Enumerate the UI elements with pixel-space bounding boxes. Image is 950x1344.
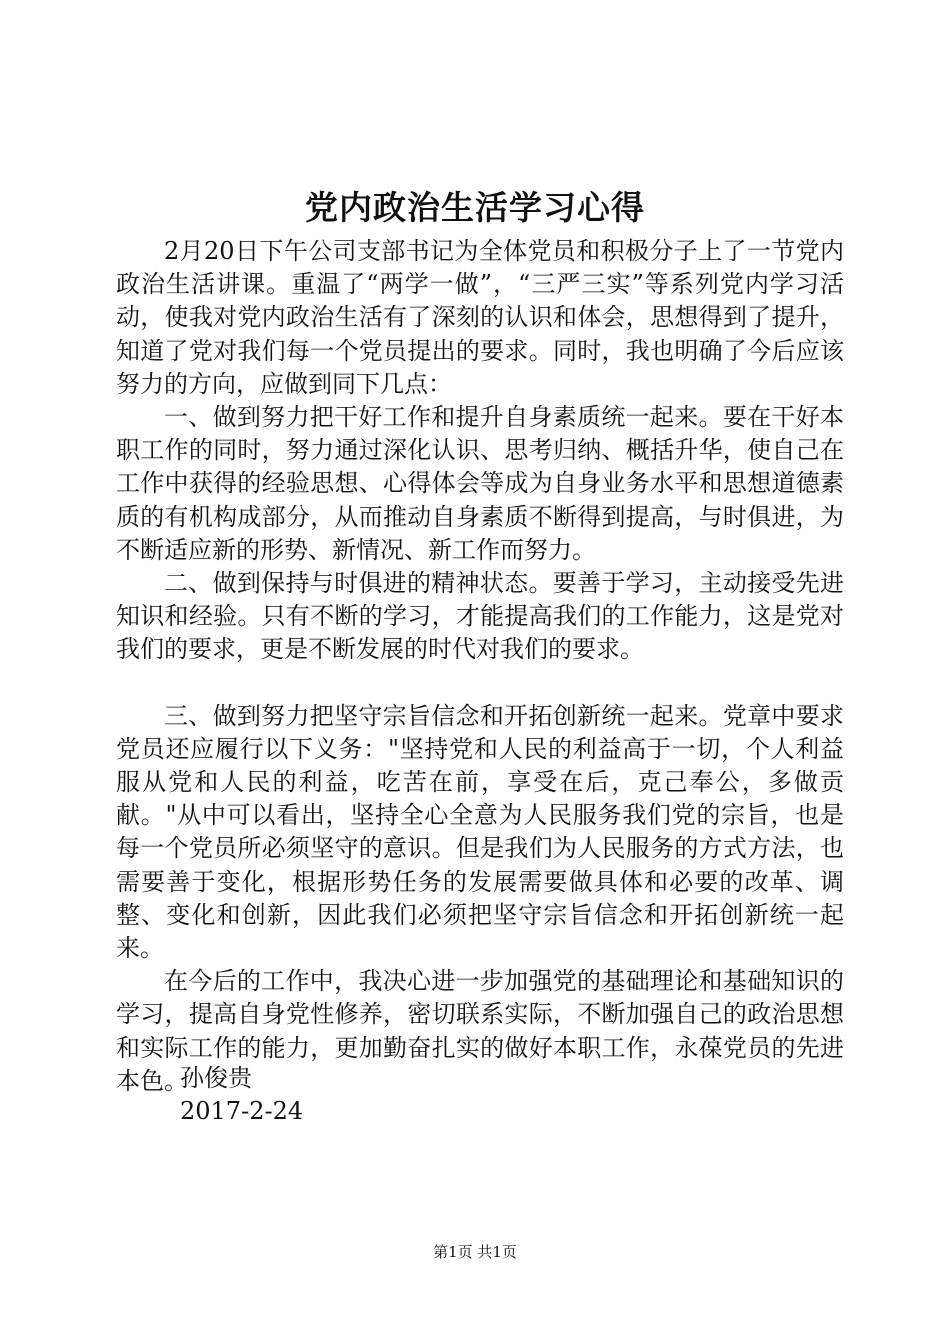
paragraph-intro: 2月20日下午公司支部书记为全体党员和积极分子上了一节党内政治生活讲课。重温了“两学一做”，“三严三实”等系列党内学习活动，使我对党内政治生活有了深刻的认识和体会，思想得到了提升，知道了党对我们每一个党员提出的要求。同时，我也明确了今后应该努力的方向，应做到同下几点： [116, 237, 844, 398]
signature-date: 2017-2-24 [180, 1097, 304, 1125]
paragraph-point-two: 二、做到保持与时俱进的精神状态。要善于学习，主动接受先进知识和经验。只有不断的学习，才能提高我们的工作能力，这是党对我们的要求，更是不断发展的时代对我们的要求。 [116, 569, 844, 664]
paragraph-point-one: 一、做到努力把干好工作和提升自身素质统一起来。要在干好本职工作的同时，努力通过深化认识、思考归纳、概括升华，使自己在工作中获得的经验思想、心得体会等成为自身业务水平和思想道德素质的有机构成部分，从而推动自身素质不断得到提高，与时俱进，为不断适应新的形势、新情况、新工作而努力。 [116, 403, 844, 564]
page-footer: 第1页 共1页 [433, 1243, 517, 1261]
paragraph-conclusion: 在今后的工作中，我决心进一步加强党的基础理论和基础知识的学习，提高自身党性修养，密切联系实际，不断加强自己的政治思想和实际工作的能力，更加勤奋扎实的做好本职工作，永葆党员的先进本色。 [116, 967, 844, 1095]
paragraph-point-three: 三、做到努力把坚守宗旨信念和开拓创新统一起来。党章中要求党员还应履行以下义务："坚持党和人民的利益高于一切，个人利益服从党和人民的利益，吃苦在前，享受在后，克己奉公，多做贡献。"从中可以看出，坚持全心全意为人民服务我们党的宗旨，也是每一个党员所必须坚守的意识。但是我们为人民服务的方式方法，也需要善于变化，根据形势任务的发展需要做具体和必要的改革、调整、变化和创新，因此我们必须把坚守宗旨信念和开拓创新统一起来。 [116, 701, 844, 963]
signature-name: 孙俊贵 [180, 1064, 252, 1092]
document-title: 党内政治生活学习心得 [305, 188, 645, 227]
document-body [116, 235, 844, 1098]
signature-block [180, 1062, 303, 1128]
